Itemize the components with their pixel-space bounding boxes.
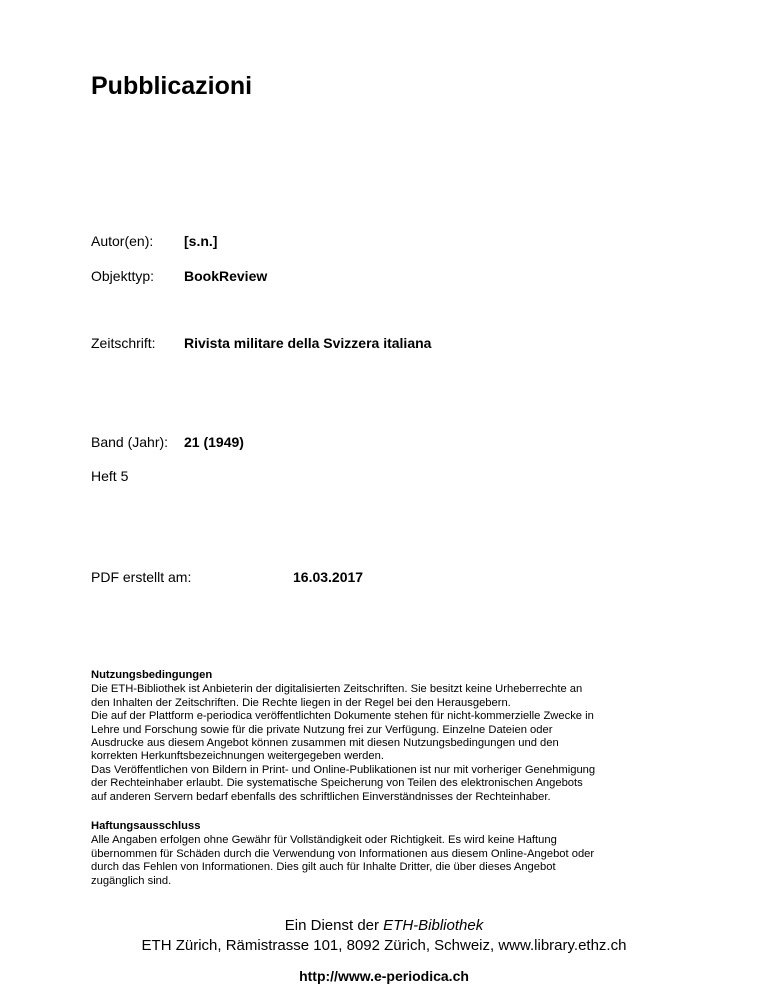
footer-service bbox=[0, 916, 768, 956]
volume-label: Band (Jahr): bbox=[91, 434, 169, 450]
terms-line: der Rechteinhaber erlaubt. Die systematische Speicherung von Teilen des elektronischen Angebots bbox=[91, 777, 583, 790]
disclaimer-line: Alle Angaben erfolgen ohne Gewähr für Vollständigkeit oder Richtigkeit. Es wird keine Haftung bbox=[91, 834, 557, 847]
pdf-created-value: 16.03.2017 bbox=[293, 569, 364, 585]
journal-value: Rivista militare della Svizzera italiana bbox=[184, 335, 432, 351]
pdf-created-label: PDF erstellt am: bbox=[91, 569, 192, 585]
disclaimer bbox=[91, 820, 691, 888]
issue-label: Heft 5 bbox=[91, 468, 129, 484]
terms-of-use bbox=[91, 669, 691, 804]
terms-line: den Inhalten der Zeitschriften. Die Rechte liegen in der Regel bei den Herausgebern. bbox=[91, 696, 511, 709]
disclaimer-line: durch das Fehlen von Informationen. Dies gilt auch für Inhalte Dritter, die über dieses Angebot bbox=[91, 861, 556, 874]
library-address: ETH Zürich, Rämistrasse 101, 8092 Zürich, Schweiz, www.library.ethz.ch bbox=[141, 937, 627, 954]
terms-line: Die auf der Plattform e-periodica veröffentlichten Dokumente stehen für nicht-kommerzielle Zwecke in bbox=[91, 710, 594, 723]
terms-line: Das Veröffentlichen von Bildern in Print- und Online-Publikationen ist nur mit vorheriger Genehmigung bbox=[91, 763, 596, 776]
author-label: Autor(en): bbox=[91, 233, 154, 249]
object-type-value: BookReview bbox=[184, 268, 268, 284]
terms-line: Die ETH-Bibliothek ist Anbieterin der digitalisierten Zeitschriften. Sie besitzt keine Urheberrechte an bbox=[91, 683, 583, 696]
terms-line: Lehre und Forschung sowie für die private Nutzung frei zur Verfügung. Einzelne Dateien oder bbox=[91, 723, 553, 736]
disclaimer-line: zugänglich sind. bbox=[91, 874, 172, 887]
disclaimer-heading: Haftungsausschluss bbox=[91, 820, 201, 832]
terms-line: korrekten Herkunftsbezeichnungen weitergegeben werden. bbox=[91, 750, 384, 763]
volume-value: 21 (1949) bbox=[184, 434, 244, 450]
journal-label: Zeitschrift: bbox=[91, 335, 156, 351]
terms-line: auf anderen Servern bedarf ebenfalls des schriftlichen Einverständnisses der Rechteinhaber. bbox=[91, 790, 551, 803]
author-value: [s.n.] bbox=[184, 233, 218, 249]
disclaimer-line: übernommen für Schäden durch die Verwendung von Informationen aus diesem Online-Angebot oder bbox=[91, 847, 595, 860]
service-line bbox=[0, 916, 768, 936]
e-periodica-link[interactable]: http://www.e-periodica.ch bbox=[299, 968, 469, 984]
library-name: ETH-Bibliothek bbox=[383, 917, 484, 934]
object-type-label: Objekttyp: bbox=[91, 268, 155, 284]
page-title: Pubblicazioni bbox=[91, 72, 253, 100]
terms-heading: Nutzungsbedingungen bbox=[91, 669, 213, 681]
service-prefix: Ein Dienst der bbox=[284, 917, 384, 934]
terms-line: Ausdrucke aus diesem Angebot können zusammen mit diesen Nutzungsbedingungen und den bbox=[91, 737, 559, 750]
